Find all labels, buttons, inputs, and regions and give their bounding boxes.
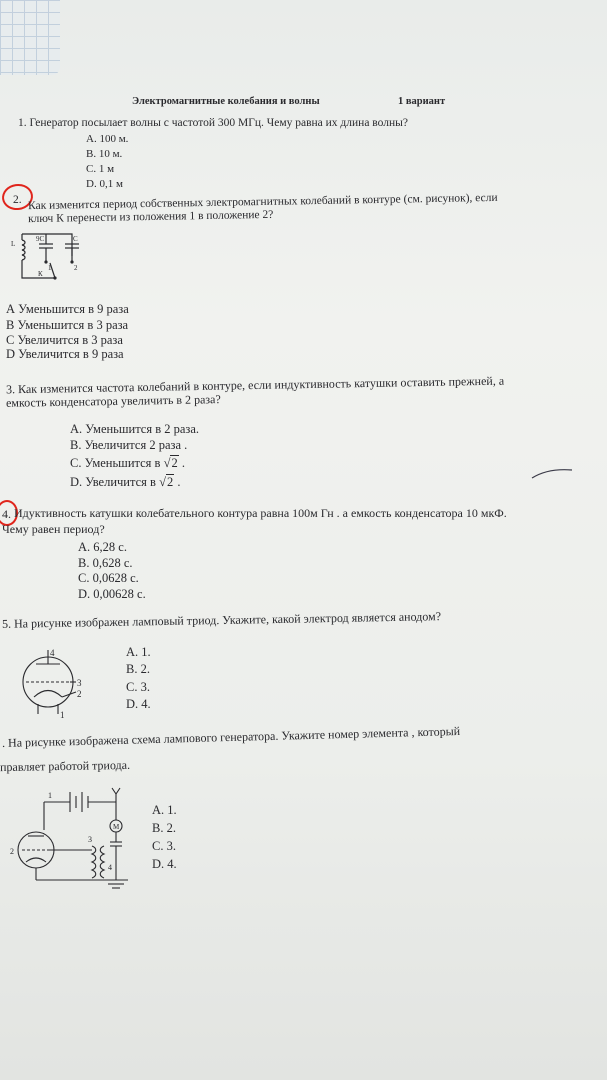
question-4-number: 4.: [2, 507, 11, 521]
question-6-line2: правляет работой триода.: [0, 757, 131, 775]
question-2-number: 2.: [13, 194, 22, 206]
q4-option-c: С. 0,0628 с.: [78, 571, 139, 585]
question-6-line1: . На рисунке изображена схема лампового генератора. Укажите номер элемента , который: [1, 724, 461, 750]
triode-diagram: [16, 642, 98, 720]
schematic-label-4: 4: [108, 863, 112, 872]
question-4-line1: Идуктивность катушки колебательного контура равна 100м Гн . а емкость конденсатора 10 мкФ.: [14, 506, 507, 520]
q1-option-b: В. 10 м.: [86, 148, 123, 160]
label-pos-2: 2: [74, 264, 78, 272]
q2-option-a: А Уменьшится в 9 раза: [6, 302, 129, 316]
question-4-line2: Чему равен период?: [2, 522, 105, 536]
q6-option-b: В. 2.: [152, 821, 176, 835]
q2-option-b: В Уменьшится в 3 раза: [6, 318, 129, 332]
question-1-text: 1. Генератор посылает волны с частотой 300 МГц. Чему равна их длина волны?: [18, 117, 408, 129]
q1-option-d: D. 0,1 м: [86, 178, 123, 190]
schematic-label-3: 3: [88, 835, 92, 844]
meter-label-m: M: [113, 823, 120, 831]
q5-option-a: А. 1.: [126, 645, 151, 659]
question-3-line1: 3. Как изменится частота колебаний в контуре, если индуктивность катушки оставить прежней, а: [5, 373, 505, 397]
pen-stroke-mark: [530, 466, 575, 482]
q4-option-d: D. 0,00628 с.: [78, 587, 146, 601]
q1-option-a: А. 100 м.: [86, 133, 129, 145]
sqrt-value: 2: [171, 456, 178, 470]
label-pos-1: 1: [48, 264, 52, 272]
triode-label-1: 1: [60, 710, 65, 720]
q5-option-c: С. 3.: [126, 680, 150, 694]
worksheet-title: Электромагнитные колебания и волны: [132, 96, 320, 107]
question-5-text: 5. На рисунке изображен ламповый триод. Укажите, какой электрод является анодом?: [1, 609, 442, 631]
q6-option-d: D. 4.: [152, 857, 177, 871]
triode-label-3: 3: [77, 678, 82, 688]
q2-option-c: С Увеличится в 3 раза: [6, 333, 123, 347]
variant-label: 1 вариант: [398, 96, 446, 107]
triode-label-2: 2: [77, 689, 82, 699]
lc-circuit-diagram: [10, 226, 82, 288]
q4-option-b: В. 0,628 с.: [78, 556, 133, 570]
q3-option-a: А. Уменьшится в 2 раза.: [70, 422, 200, 436]
label-c: C: [73, 235, 78, 243]
question-3-line2: емкость конденсатора увеличить в 2 раза?: [5, 392, 221, 410]
q3-option-d: D. Увеличится в √2 .: [70, 475, 181, 489]
schematic-label-1: 1: [48, 791, 52, 800]
q6-option-a: А. 1.: [152, 803, 177, 817]
q5-option-d: D. 4.: [126, 697, 151, 711]
label-key-k: К: [38, 270, 43, 278]
q5-option-b: В. 2.: [126, 662, 150, 676]
sqrt-value: 2: [166, 475, 174, 489]
q6-option-c: С. 3.: [152, 839, 176, 853]
schematic-label-2: 2: [10, 847, 14, 856]
question-2-line2: ключ К перенести из положения 1 в положение 2?: [27, 208, 274, 226]
q3-option-b: В. Увеличится 2 раза .: [70, 438, 188, 452]
question-2-line1: Как изменится период собственных электромагнитных колебаний в контуре (см. рисунок), если: [27, 191, 498, 213]
q1-option-c: С. 1 м: [86, 163, 115, 175]
q3-option-c: С. Уменьшится в √2 .: [70, 456, 185, 470]
q4-option-a: А. 6,28 с.: [78, 540, 127, 554]
tube-generator-schematic: [8, 784, 138, 902]
q2-option-d: D Увеличится в 9 раза: [6, 347, 124, 361]
notebook-paper-corner: [0, 0, 60, 75]
triode-label-4: 4: [50, 648, 55, 658]
label-l: L: [11, 240, 16, 248]
label-9c: 9C: [36, 235, 45, 243]
